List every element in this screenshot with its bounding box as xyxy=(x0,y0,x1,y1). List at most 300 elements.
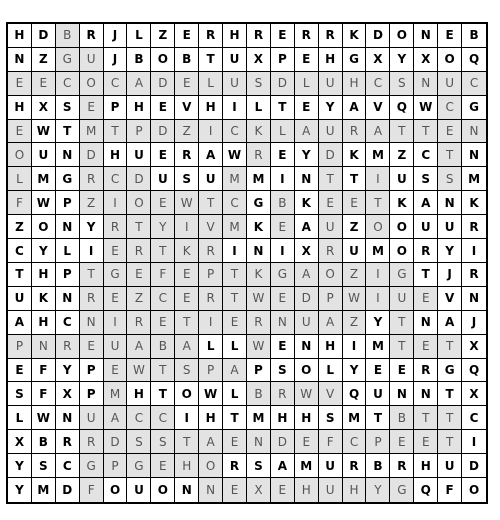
grid-cell-r10-c4[interactable]: G xyxy=(104,263,128,287)
grid-cell-r5-c0[interactable]: O xyxy=(8,143,32,167)
grid-cell-r5-c15[interactable]: M xyxy=(366,143,390,167)
grid-cell-r6-c10[interactable]: M xyxy=(247,167,271,191)
grid-cell-r12-c10[interactable]: R xyxy=(247,311,271,335)
grid-cell-r5-c8[interactable]: A xyxy=(199,143,223,167)
grid-cell-r3-c19[interactable]: G xyxy=(462,96,486,120)
grid-cell-r10-c0[interactable]: T xyxy=(8,263,32,287)
grid-cell-r8-c18[interactable]: U xyxy=(438,215,462,239)
grid-cell-r12-c11[interactable]: N xyxy=(271,311,295,335)
grid-cell-r0-c8[interactable]: R xyxy=(199,24,223,48)
grid-cell-r11-c9[interactable]: T xyxy=(223,287,247,311)
grid-cell-r14-c0[interactable]: E xyxy=(8,359,32,383)
grid-cell-r6-c19[interactable]: M xyxy=(462,167,486,191)
grid-cell-r16-c8[interactable]: H xyxy=(199,406,223,430)
grid-cell-r19-c18[interactable]: F xyxy=(438,478,462,502)
grid-cell-r5-c19[interactable]: N xyxy=(462,143,486,167)
grid-cell-r12-c16[interactable]: T xyxy=(390,311,414,335)
grid-cell-r17-c11[interactable]: D xyxy=(271,430,295,454)
grid-cell-r2-c1[interactable]: E xyxy=(32,72,56,96)
grid-cell-r18-c14[interactable]: R xyxy=(343,454,367,478)
grid-cell-r4-c10[interactable]: K xyxy=(247,120,271,144)
grid-cell-r7-c2[interactable]: P xyxy=(56,191,80,215)
grid-cell-r19-c1[interactable]: M xyxy=(32,478,56,502)
grid-cell-r16-c9[interactable]: T xyxy=(223,406,247,430)
grid-cell-r9-c14[interactable]: U xyxy=(343,239,367,263)
grid-cell-r6-c18[interactable]: S xyxy=(438,167,462,191)
grid-cell-r12-c12[interactable]: U xyxy=(295,311,319,335)
grid-cell-r0-c18[interactable]: E xyxy=(438,24,462,48)
grid-cell-r1-c16[interactable]: Y xyxy=(390,48,414,72)
grid-cell-r15-c1[interactable]: F xyxy=(32,382,56,406)
grid-cell-r0-c19[interactable]: B xyxy=(462,24,486,48)
grid-cell-r7-c18[interactable]: N xyxy=(438,191,462,215)
grid-cell-r15-c6[interactable]: T xyxy=(151,382,175,406)
grid-cell-r19-c10[interactable]: X xyxy=(247,478,271,502)
grid-cell-r2-c15[interactable]: C xyxy=(366,72,390,96)
grid-cell-r15-c16[interactable]: N xyxy=(390,382,414,406)
grid-cell-r0-c12[interactable]: R xyxy=(295,24,319,48)
grid-cell-r17-c5[interactable]: S xyxy=(127,430,151,454)
grid-cell-r14-c7[interactable]: S xyxy=(175,359,199,383)
grid-cell-r5-c14[interactable]: K xyxy=(343,143,367,167)
grid-cell-r9-c1[interactable]: Y xyxy=(32,239,56,263)
grid-cell-r0-c13[interactable]: R xyxy=(319,24,343,48)
grid-cell-r7-c7[interactable]: W xyxy=(175,191,199,215)
grid-cell-r10-c13[interactable]: O xyxy=(319,263,343,287)
grid-cell-r11-c12[interactable]: D xyxy=(295,287,319,311)
grid-cell-r9-c7[interactable]: K xyxy=(175,239,199,263)
grid-cell-r4-c4[interactable]: T xyxy=(104,120,128,144)
grid-cell-r5-c12[interactable]: Y xyxy=(295,143,319,167)
grid-cell-r6-c16[interactable]: U xyxy=(390,167,414,191)
grid-cell-r19-c11[interactable]: E xyxy=(271,478,295,502)
grid-cell-r12-c7[interactable]: T xyxy=(175,311,199,335)
grid-cell-r5-c4[interactable]: H xyxy=(104,143,128,167)
grid-cell-r2-c0[interactable]: E xyxy=(8,72,32,96)
grid-cell-r5-c11[interactable]: E xyxy=(271,143,295,167)
grid-cell-r12-c17[interactable]: N xyxy=(414,311,438,335)
grid-cell-r2-c8[interactable]: L xyxy=(199,72,223,96)
grid-cell-r0-c11[interactable]: E xyxy=(271,24,295,48)
grid-cell-r4-c13[interactable]: U xyxy=(319,120,343,144)
grid-cell-r0-c9[interactable]: H xyxy=(223,24,247,48)
grid-cell-r8-c4[interactable]: R xyxy=(104,215,128,239)
grid-cell-r3-c2[interactable]: S xyxy=(56,96,80,120)
grid-cell-r19-c5[interactable]: U xyxy=(127,478,151,502)
grid-cell-r0-c7[interactable]: E xyxy=(175,24,199,48)
grid-cell-r17-c3[interactable]: R xyxy=(80,430,104,454)
grid-cell-r13-c11[interactable]: E xyxy=(271,335,295,359)
grid-cell-r11-c2[interactable]: N xyxy=(56,287,80,311)
grid-cell-r19-c0[interactable]: Y xyxy=(8,478,32,502)
grid-cell-r4-c7[interactable]: Z xyxy=(175,120,199,144)
grid-cell-r2-c9[interactable]: U xyxy=(223,72,247,96)
grid-cell-r17-c10[interactable]: N xyxy=(247,430,271,454)
grid-cell-r14-c3[interactable]: P xyxy=(80,359,104,383)
grid-cell-r2-c11[interactable]: D xyxy=(271,72,295,96)
grid-cell-r18-c9[interactable]: R xyxy=(223,454,247,478)
grid-cell-r11-c8[interactable]: R xyxy=(199,287,223,311)
grid-cell-r19-c17[interactable]: Q xyxy=(414,478,438,502)
grid-cell-r18-c12[interactable]: M xyxy=(295,454,319,478)
grid-cell-r7-c6[interactable]: E xyxy=(151,191,175,215)
grid-cell-r14-c19[interactable]: Q xyxy=(462,359,486,383)
grid-cell-r11-c11[interactable]: E xyxy=(271,287,295,311)
grid-cell-r6-c5[interactable]: D xyxy=(127,167,151,191)
grid-cell-r18-c6[interactable]: E xyxy=(151,454,175,478)
grid-cell-r5-c13[interactable]: D xyxy=(319,143,343,167)
grid-cell-r4-c9[interactable]: C xyxy=(223,120,247,144)
grid-cell-r10-c12[interactable]: A xyxy=(295,263,319,287)
grid-cell-r4-c2[interactable]: T xyxy=(56,120,80,144)
grid-cell-r10-c2[interactable]: P xyxy=(56,263,80,287)
grid-cell-r10-c3[interactable]: T xyxy=(80,263,104,287)
grid-cell-r1-c19[interactable]: Q xyxy=(462,48,486,72)
grid-cell-r9-c4[interactable]: E xyxy=(104,239,128,263)
grid-cell-r9-c2[interactable]: L xyxy=(56,239,80,263)
grid-cell-r10-c1[interactable]: H xyxy=(32,263,56,287)
grid-cell-r3-c8[interactable]: H xyxy=(199,96,223,120)
grid-cell-r6-c15[interactable]: I xyxy=(366,167,390,191)
grid-cell-r1-c8[interactable]: T xyxy=(199,48,223,72)
grid-cell-r13-c16[interactable]: T xyxy=(390,335,414,359)
grid-cell-r4-c15[interactable]: A xyxy=(366,120,390,144)
grid-cell-r3-c13[interactable]: Y xyxy=(319,96,343,120)
grid-cell-r10-c14[interactable]: Z xyxy=(343,263,367,287)
grid-cell-r3-c17[interactable]: W xyxy=(414,96,438,120)
grid-cell-r4-c18[interactable]: E xyxy=(438,120,462,144)
grid-cell-r15-c19[interactable]: X xyxy=(462,382,486,406)
grid-cell-r9-c8[interactable]: R xyxy=(199,239,223,263)
grid-cell-r0-c15[interactable]: D xyxy=(366,24,390,48)
grid-cell-r16-c16[interactable]: B xyxy=(390,406,414,430)
grid-cell-r16-c3[interactable]: U xyxy=(80,406,104,430)
grid-cell-r11-c3[interactable]: R xyxy=(80,287,104,311)
grid-cell-r8-c6[interactable]: Y xyxy=(151,215,175,239)
grid-cell-r1-c0[interactable]: N xyxy=(8,48,32,72)
grid-cell-r4-c5[interactable]: P xyxy=(127,120,151,144)
grid-cell-r14-c4[interactable]: E xyxy=(104,359,128,383)
grid-cell-r18-c3[interactable]: G xyxy=(80,454,104,478)
grid-cell-r15-c17[interactable]: N xyxy=(414,382,438,406)
grid-cell-r12-c4[interactable]: I xyxy=(104,311,128,335)
grid-cell-r19-c2[interactable]: D xyxy=(56,478,80,502)
grid-cell-r17-c14[interactable]: C xyxy=(343,430,367,454)
grid-cell-r13-c3[interactable]: E xyxy=(80,335,104,359)
grid-cell-r11-c19[interactable]: N xyxy=(462,287,486,311)
grid-cell-r8-c11[interactable]: E xyxy=(271,215,295,239)
grid-cell-r2-c14[interactable]: H xyxy=(343,72,367,96)
grid-cell-r16-c10[interactable]: M xyxy=(247,406,271,430)
grid-cell-r3-c14[interactable]: A xyxy=(343,96,367,120)
grid-cell-r8-c8[interactable]: V xyxy=(199,215,223,239)
grid-cell-r6-c6[interactable]: U xyxy=(151,167,175,191)
grid-cell-r0-c17[interactable]: N xyxy=(414,24,438,48)
grid-cell-r14-c14[interactable]: Y xyxy=(343,359,367,383)
grid-cell-r8-c2[interactable]: N xyxy=(56,215,80,239)
grid-cell-r8-c19[interactable]: R xyxy=(462,215,486,239)
grid-cell-r1-c2[interactable]: G xyxy=(56,48,80,72)
grid-cell-r6-c14[interactable]: T xyxy=(343,167,367,191)
grid-cell-r17-c1[interactable]: B xyxy=(32,430,56,454)
grid-cell-r1-c4[interactable]: J xyxy=(104,48,128,72)
grid-cell-r3-c11[interactable]: T xyxy=(271,96,295,120)
grid-cell-r10-c15[interactable]: I xyxy=(366,263,390,287)
grid-cell-r17-c0[interactable]: X xyxy=(8,430,32,454)
grid-cell-r12-c8[interactable]: I xyxy=(199,311,223,335)
grid-cell-r7-c8[interactable]: T xyxy=(199,191,223,215)
grid-cell-r1-c5[interactable]: B xyxy=(127,48,151,72)
grid-cell-r9-c15[interactable]: M xyxy=(366,239,390,263)
grid-cell-r2-c16[interactable]: S xyxy=(390,72,414,96)
grid-cell-r7-c5[interactable]: O xyxy=(127,191,151,215)
grid-cell-r9-c11[interactable]: I xyxy=(271,239,295,263)
grid-cell-r11-c6[interactable]: C xyxy=(151,287,175,311)
grid-cell-r14-c5[interactable]: W xyxy=(127,359,151,383)
grid-cell-r12-c19[interactable]: J xyxy=(462,311,486,335)
grid-cell-r13-c4[interactable]: U xyxy=(104,335,128,359)
grid-cell-r1-c13[interactable]: H xyxy=(319,48,343,72)
grid-cell-r10-c5[interactable]: E xyxy=(127,263,151,287)
grid-cell-r13-c17[interactable]: E xyxy=(414,335,438,359)
grid-cell-r15-c8[interactable]: W xyxy=(199,382,223,406)
grid-cell-r8-c10[interactable]: K xyxy=(247,215,271,239)
grid-cell-r1-c11[interactable]: P xyxy=(271,48,295,72)
grid-cell-r15-c0[interactable]: S xyxy=(8,382,32,406)
grid-cell-r18-c11[interactable]: A xyxy=(271,454,295,478)
grid-cell-r17-c13[interactable]: F xyxy=(319,430,343,454)
grid-cell-r13-c5[interactable]: A xyxy=(127,335,151,359)
grid-cell-r5-c1[interactable]: U xyxy=(32,143,56,167)
grid-cell-r11-c18[interactable]: V xyxy=(438,287,462,311)
grid-cell-r11-c7[interactable]: E xyxy=(175,287,199,311)
grid-cell-r3-c9[interactable]: I xyxy=(223,96,247,120)
grid-cell-r7-c4[interactable]: I xyxy=(104,191,128,215)
grid-cell-r5-c10[interactable]: R xyxy=(247,143,271,167)
grid-cell-r3-c3[interactable]: E xyxy=(80,96,104,120)
grid-cell-r4-c6[interactable]: D xyxy=(151,120,175,144)
grid-cell-r1-c7[interactable]: B xyxy=(175,48,199,72)
grid-cell-r8-c3[interactable]: Y xyxy=(80,215,104,239)
grid-cell-r0-c16[interactable]: O xyxy=(390,24,414,48)
grid-cell-r13-c7[interactable]: A xyxy=(175,335,199,359)
grid-cell-r2-c18[interactable]: U xyxy=(438,72,462,96)
grid-cell-r19-c12[interactable]: H xyxy=(295,478,319,502)
grid-cell-r15-c12[interactable]: W xyxy=(295,382,319,406)
grid-cell-r2-c3[interactable]: O xyxy=(80,72,104,96)
grid-cell-r16-c13[interactable]: S xyxy=(319,406,343,430)
grid-cell-r14-c6[interactable]: T xyxy=(151,359,175,383)
grid-cell-r18-c17[interactable]: H xyxy=(414,454,438,478)
grid-cell-r14-c8[interactable]: P xyxy=(199,359,223,383)
grid-cell-r6-c12[interactable]: N xyxy=(295,167,319,191)
grid-cell-r9-c13[interactable]: R xyxy=(319,239,343,263)
grid-cell-r17-c16[interactable]: E xyxy=(390,430,414,454)
grid-cell-r18-c2[interactable]: C xyxy=(56,454,80,478)
grid-cell-r3-c10[interactable]: L xyxy=(247,96,271,120)
grid-cell-r12-c0[interactable]: A xyxy=(8,311,32,335)
grid-cell-r16-c0[interactable]: L xyxy=(8,406,32,430)
grid-cell-r8-c0[interactable]: Z xyxy=(8,215,32,239)
grid-cell-r12-c13[interactable]: A xyxy=(319,311,343,335)
grid-cell-r9-c0[interactable]: C xyxy=(8,239,32,263)
grid-cell-r1-c6[interactable]: O xyxy=(151,48,175,72)
grid-cell-r10-c10[interactable]: K xyxy=(247,263,271,287)
grid-cell-r17-c6[interactable]: S xyxy=(151,430,175,454)
grid-cell-r3-c16[interactable]: Q xyxy=(390,96,414,120)
grid-cell-r6-c2[interactable]: G xyxy=(56,167,80,191)
grid-cell-r5-c16[interactable]: Z xyxy=(390,143,414,167)
grid-cell-r16-c12[interactable]: H xyxy=(295,406,319,430)
grid-cell-r9-c10[interactable]: N xyxy=(247,239,271,263)
grid-cell-r6-c17[interactable]: S xyxy=(414,167,438,191)
grid-cell-r13-c10[interactable]: W xyxy=(247,335,271,359)
grid-cell-r7-c9[interactable]: C xyxy=(223,191,247,215)
grid-cell-r14-c12[interactable]: O xyxy=(295,359,319,383)
grid-cell-r15-c18[interactable]: T xyxy=(438,382,462,406)
grid-cell-r6-c11[interactable]: I xyxy=(271,167,295,191)
grid-cell-r19-c3[interactable]: F xyxy=(80,478,104,502)
grid-cell-r13-c8[interactable]: L xyxy=(199,335,223,359)
grid-cell-r11-c4[interactable]: E xyxy=(104,287,128,311)
grid-cell-r13-c2[interactable]: R xyxy=(56,335,80,359)
grid-cell-r17-c2[interactable]: R xyxy=(56,430,80,454)
grid-cell-r4-c3[interactable]: M xyxy=(80,120,104,144)
grid-cell-r16-c2[interactable]: N xyxy=(56,406,80,430)
grid-cell-r14-c11[interactable]: S xyxy=(271,359,295,383)
grid-cell-r1-c9[interactable]: U xyxy=(223,48,247,72)
grid-cell-r4-c19[interactable]: N xyxy=(462,120,486,144)
grid-cell-r6-c13[interactable]: T xyxy=(319,167,343,191)
grid-cell-r5-c3[interactable]: D xyxy=(80,143,104,167)
grid-cell-r11-c15[interactable]: I xyxy=(366,287,390,311)
grid-cell-r16-c14[interactable]: M xyxy=(343,406,367,430)
grid-cell-r19-c9[interactable]: E xyxy=(223,478,247,502)
grid-cell-r15-c13[interactable]: V xyxy=(319,382,343,406)
grid-cell-r10-c6[interactable]: F xyxy=(151,263,175,287)
grid-cell-r9-c3[interactable]: I xyxy=(80,239,104,263)
grid-cell-r16-c6[interactable]: C xyxy=(151,406,175,430)
grid-cell-r19-c7[interactable]: N xyxy=(175,478,199,502)
grid-cell-r1-c15[interactable]: X xyxy=(366,48,390,72)
grid-cell-r2-c5[interactable]: A xyxy=(127,72,151,96)
grid-cell-r16-c11[interactable]: H xyxy=(271,406,295,430)
grid-cell-r1-c12[interactable]: E xyxy=(295,48,319,72)
grid-cell-r16-c1[interactable]: W xyxy=(32,406,56,430)
grid-cell-r18-c7[interactable]: H xyxy=(175,454,199,478)
grid-cell-r19-c4[interactable]: O xyxy=(104,478,128,502)
grid-cell-r4-c14[interactable]: R xyxy=(343,120,367,144)
grid-cell-r2-c13[interactable]: U xyxy=(319,72,343,96)
grid-cell-r7-c12[interactable]: K xyxy=(295,191,319,215)
grid-cell-r0-c10[interactable]: R xyxy=(247,24,271,48)
grid-cell-r12-c2[interactable]: C xyxy=(56,311,80,335)
grid-cell-r16-c17[interactable]: T xyxy=(414,406,438,430)
grid-cell-r17-c17[interactable]: E xyxy=(414,430,438,454)
grid-cell-r16-c18[interactable]: T xyxy=(438,406,462,430)
grid-cell-r1-c17[interactable]: X xyxy=(414,48,438,72)
grid-cell-r2-c10[interactable]: S xyxy=(247,72,271,96)
grid-cell-r9-c12[interactable]: X xyxy=(295,239,319,263)
grid-cell-r14-c17[interactable]: R xyxy=(414,359,438,383)
grid-cell-r12-c3[interactable]: N xyxy=(80,311,104,335)
grid-cell-r16-c4[interactable]: A xyxy=(104,406,128,430)
grid-cell-r14-c18[interactable]: G xyxy=(438,359,462,383)
grid-cell-r4-c8[interactable]: I xyxy=(199,120,223,144)
grid-cell-r0-c0[interactable]: H xyxy=(8,24,32,48)
grid-cell-r3-c4[interactable]: P xyxy=(104,96,128,120)
grid-cell-r5-c18[interactable]: T xyxy=(438,143,462,167)
grid-cell-r12-c1[interactable]: H xyxy=(32,311,56,335)
grid-cell-r9-c17[interactable]: R xyxy=(414,239,438,263)
grid-cell-r13-c6[interactable]: B xyxy=(151,335,175,359)
grid-cell-r1-c1[interactable]: Z xyxy=(32,48,56,72)
grid-cell-r14-c13[interactable]: L xyxy=(319,359,343,383)
grid-cell-r2-c4[interactable]: C xyxy=(104,72,128,96)
grid-cell-r11-c16[interactable]: U xyxy=(390,287,414,311)
grid-cell-r14-c9[interactable]: A xyxy=(223,359,247,383)
grid-cell-r13-c19[interactable]: X xyxy=(462,335,486,359)
grid-cell-r11-c14[interactable]: W xyxy=(343,287,367,311)
grid-cell-r5-c5[interactable]: U xyxy=(127,143,151,167)
grid-cell-r18-c1[interactable]: S xyxy=(32,454,56,478)
grid-cell-r6-c3[interactable]: R xyxy=(80,167,104,191)
grid-cell-r11-c10[interactable]: W xyxy=(247,287,271,311)
grid-cell-r9-c16[interactable]: O xyxy=(390,239,414,263)
grid-cell-r10-c11[interactable]: G xyxy=(271,263,295,287)
grid-cell-r14-c10[interactable]: P xyxy=(247,359,271,383)
grid-cell-r8-c13[interactable]: U xyxy=(319,215,343,239)
grid-cell-r13-c12[interactable]: N xyxy=(295,335,319,359)
grid-cell-r17-c19[interactable]: I xyxy=(462,430,486,454)
grid-cell-r19-c6[interactable]: O xyxy=(151,478,175,502)
grid-cell-r0-c4[interactable]: J xyxy=(104,24,128,48)
grid-cell-r13-c15[interactable]: M xyxy=(366,335,390,359)
grid-cell-r17-c15[interactable]: P xyxy=(366,430,390,454)
grid-cell-r6-c0[interactable]: L xyxy=(8,167,32,191)
grid-cell-r11-c1[interactable]: K xyxy=(32,287,56,311)
grid-cell-r5-c2[interactable]: N xyxy=(56,143,80,167)
grid-cell-r2-c12[interactable]: L xyxy=(295,72,319,96)
grid-cell-r7-c13[interactable]: E xyxy=(319,191,343,215)
grid-cell-r13-c14[interactable]: I xyxy=(343,335,367,359)
grid-cell-r10-c16[interactable]: G xyxy=(390,263,414,287)
grid-cell-r12-c6[interactable]: E xyxy=(151,311,175,335)
grid-cell-r13-c0[interactable]: P xyxy=(8,335,32,359)
grid-cell-r4-c11[interactable]: L xyxy=(271,120,295,144)
grid-cell-r7-c19[interactable]: K xyxy=(462,191,486,215)
grid-cell-r7-c15[interactable]: T xyxy=(366,191,390,215)
grid-cell-r15-c9[interactable]: L xyxy=(223,382,247,406)
grid-cell-r4-c17[interactable]: T xyxy=(414,120,438,144)
grid-cell-r10-c9[interactable]: T xyxy=(223,263,247,287)
grid-cell-r6-c4[interactable]: C xyxy=(104,167,128,191)
grid-cell-r15-c15[interactable]: U xyxy=(366,382,390,406)
grid-cell-r8-c7[interactable]: I xyxy=(175,215,199,239)
grid-cell-r17-c18[interactable]: T xyxy=(438,430,462,454)
grid-cell-r2-c2[interactable]: C xyxy=(56,72,80,96)
grid-cell-r13-c18[interactable]: T xyxy=(438,335,462,359)
grid-cell-r4-c1[interactable]: W xyxy=(32,120,56,144)
grid-cell-r14-c1[interactable]: F xyxy=(32,359,56,383)
grid-cell-r18-c16[interactable]: R xyxy=(390,454,414,478)
grid-cell-r12-c15[interactable]: Y xyxy=(366,311,390,335)
grid-cell-r19-c19[interactable]: O xyxy=(462,478,486,502)
grid-cell-r13-c1[interactable]: N xyxy=(32,335,56,359)
grid-cell-r10-c17[interactable]: T xyxy=(414,263,438,287)
grid-cell-r7-c11[interactable]: B xyxy=(271,191,295,215)
grid-cell-r0-c2[interactable]: B xyxy=(56,24,80,48)
